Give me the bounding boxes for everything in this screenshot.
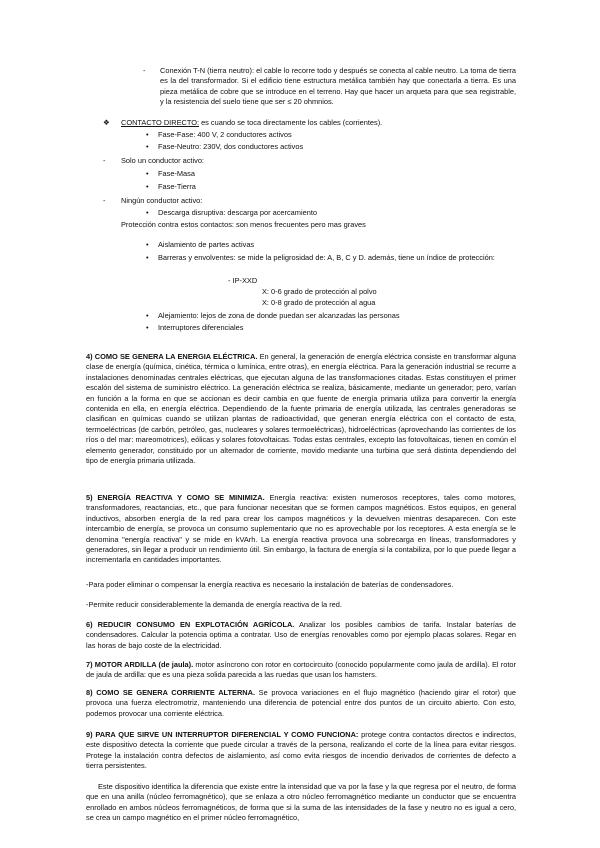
- contacto-directo-label: CONTACTO DIRECTO:: [121, 118, 200, 127]
- dot-bullet: •: [146, 323, 149, 332]
- fase-masa-item: [146, 169, 518, 179]
- section-7-body: motor asíncrono con rotor en cortocircuito (conocido popularmente como jaula de ardilla). El rotor de jaula de ardilla: que es una pieza solida parecida a las ruedas que usan los hamsters.: [86, 660, 516, 680]
- fase-masa-text: Fase-Masa: [158, 169, 195, 178]
- section-7: [86, 660, 516, 681]
- dot-bullet: •: [146, 253, 149, 262]
- section-4: [86, 352, 516, 466]
- section-4-title: 4) COMO SE GENERA LA ENERGIA ELÉCTRICA.: [86, 352, 258, 361]
- barreras-item: [146, 253, 518, 263]
- section-9-body: protege contra contactos directos e indirectos, este dispositivo detecta la corriente que puede circular a través de la persona, realizando el corte de la línea para evitar riesgos. Protege la instalación contra defectos de aislamiento, así como evita riesgos de incendio derivados de corrientes de defecto a tierra persistentes.: [86, 730, 517, 771]
- section-9-title: 9) PARA QUE SIRVE UN INTERRUPTOR DIFERENCIAL Y COMO FUNCIONA:: [86, 730, 359, 739]
- section-5-item-b: -Permite reducir considerablemente la demanda de energía reactiva de la red.: [86, 600, 342, 609]
- section-9: [86, 730, 516, 772]
- diamond-bullet: ❖: [103, 118, 110, 127]
- alejamiento-item: [146, 311, 518, 321]
- section-6-title: 6) REDUCIR CONSUMO EN EXPLOTACIÓN AGRÍCOLA.: [86, 620, 295, 629]
- barreras-text: Barreras y envolventes: se mide la peligrosidad de: A, B, C y D. además, tiene un índice de protección:: [158, 253, 495, 262]
- ningun-conductor-item: [103, 196, 481, 206]
- fase-tierra-text: Fase-Tierra: [158, 182, 196, 191]
- interruptores-text: Interruptores diferenciales: [158, 323, 244, 332]
- ningun-conductor-text: Ningún conductor activo:: [121, 196, 203, 205]
- fase-neutro-item: [146, 142, 518, 152]
- dot-bullet: •: [146, 130, 149, 139]
- ip-x08: X: 0-8 grado de protección al agua: [262, 298, 376, 307]
- section-8-body: Se provoca variaciones en el flujo magnético (haciendo girar el rotor) que provoca una fuerza electromotriz, manteniendo una diferencia de potencial entre dos puntos de un circuito abierto. Con esto, podemos provocar una corriente eléctrica.: [86, 688, 516, 718]
- dot-bullet: •: [146, 169, 149, 178]
- descarga-text: Descarga disruptiva: descarga por acercamiento: [158, 208, 317, 217]
- section-9-extra: Este dispositivo identifica la diferencia que existe entre la intensidad que va por la fase y la que regresa por el neutro, de forma que en una anilla (núcleo ferromagnético), que se enlaza a otro núcleo ferromagnético mediante un conductor que se encuentra enrollado en ambos núcleos ferromagnéticos, de forma que si la suma de las intensidades de la fase y neutro no es igual a cero, se crea un campo magnético en el primer núcleo ferromagnético,: [86, 782, 516, 823]
- section-5: [86, 493, 516, 566]
- dot-bullet: •: [146, 311, 149, 320]
- descarga-item: [146, 208, 518, 218]
- interruptores-item: [146, 323, 518, 333]
- solo-un-conductor-text: Solo un conductor activo:: [121, 156, 204, 165]
- ip-x06: X: 0-6 grado de protección al polvo: [262, 287, 377, 296]
- fase-fase-text: Fase-Fase: 400 V, 2 conductores activos: [158, 130, 292, 139]
- section-8: [86, 688, 516, 719]
- solo-un-conductor-item: [103, 156, 481, 166]
- conexion-tn-item: [143, 66, 516, 108]
- section-5-item-a: -Para poder eliminar o compensar la energía reactiva es necesario la instalación de baterías de condensadores.: [86, 580, 454, 589]
- conexion-tn-text: Conexión T-N (tierra neutro): el cable lo recorre todo y después se conecta al cable neutro. La toma de tierra es la del transformador. Si el edificio tiene estructura metálica también hay que conectarla a tierra. Es una pieza metálica de cobre que se introduce en el terreno. Hay que hacer un arqueta para que sea registrable, y la resistencia del suelo tiene que ser ≤ 20 ohmnios.: [160, 66, 516, 107]
- dot-bullet: •: [146, 182, 149, 191]
- contacto-directo-item: [103, 118, 521, 128]
- aislamiento-item: [146, 240, 518, 250]
- contacto-directo-text: es cuando se toca directamente los cables (corrientes).: [199, 118, 383, 127]
- section-5-body: Energía reactiva: existen numerosos receptores, tales como motores, transformadores, reactancias, etc., que para funcionar necesitan que se formen campos magnéticos. Estos equipos, en general inductivos, absorben energía de la red para crear los campos magnéticos y la devuelven mientras desaparecen. Con este intercambio de energía, se provoca un consumo suplementario que no es aprovechable por los receptores. A esta energía se le denomina "energía reactiva" y se mide en kVArh. La energía reactiva provoca una sobrecarga en líneas, transformadores y generadores, sin llegar a producir un rendimiento útil. Sin embargo, la factura de energía si la contabiliza, por lo que puede llegar a incrementarla en cantidades importantes.: [86, 493, 516, 565]
- alejamiento-text: Alejamiento: lejos de zona de donde puedan ser alcanzadas las personas: [158, 311, 400, 320]
- fase-fase-item: [146, 130, 518, 140]
- dash-bullet: -: [103, 196, 106, 205]
- ip-code: - IP-XXD: [228, 276, 258, 285]
- dot-bullet: •: [146, 240, 149, 249]
- dot-bullet: •: [146, 208, 149, 217]
- aislamiento-text: Aislamiento de partes activas: [158, 240, 255, 249]
- section-5-title: 5) ENERGÍA REACTIVA Y COMO SE MINIMIZA.: [86, 493, 265, 502]
- fase-neutro-text: Fase-Neutro: 230V, dos conductores activos: [158, 142, 304, 151]
- section-4-body: En general, la generación de energía eléctrica consiste en transformar alguna clase de energía (química, cinética, térmica o lumínica, entre otras), en energía eléctrica. Para la generación industrial se recurre a instalaciones denominadas centrales eléctricas, que ejecutan alguna de las transformaciones citadas. Estas constituyen el primer escalón del sistema de suministro eléctrico. La generación eléctrica se realiza, básicamente, mediante un generador; pero, varían en función a la forma en que se accionan es decir cambia en que fuente de energía primaria utiliza para convertir la energía contenida en ella, en energía eléctrica. Dependiendo de la fuente primaria de energía utilizada, las centrales generadoras se clasifican en químicas cuando se utilizan plantas de radioactividad, que generan energía eléctrica con el contacto de esta, termoeléctricas (de carbón, petróleo, gas, nucleares y solares termoeléctricas), hidroeléctricas (aprovechando las corrientes de los ríos o del mar: mareomotrices), eólicas y solares fotovoltaicas. Todas estas centrales, excepto las fotovoltaicas, tienen en común el elemento generador, constituido por un alternador de corriente, movido mediante una turbina que será distinta dependiendo del tipo de energía primaria utilizada.: [86, 352, 517, 466]
- proteccion-text: Protección contra estos contactos: son menos frecuentes pero mas graves: [121, 220, 366, 229]
- fase-tierra-item: [146, 182, 518, 192]
- dash-bullet: -: [143, 66, 146, 75]
- section-6: [86, 620, 516, 651]
- dash-bullet: -: [103, 156, 106, 165]
- section-8-title: 8) COMO SE GENERA CORRIENTE ALTERNA.: [86, 688, 256, 697]
- dot-bullet: •: [146, 142, 149, 151]
- section-6-body: Analizar los posibles cambios de tarifa. Instalar baterías de condensadores. Calcular la potencia optima a contratar. Uso de energías renovables como por ejemplo placas solares. Regar en las horas de bajo coste de la electricidad.: [86, 620, 516, 650]
- section-7-title: 7) MOTOR ARDILLA (de jaula).: [86, 660, 194, 669]
